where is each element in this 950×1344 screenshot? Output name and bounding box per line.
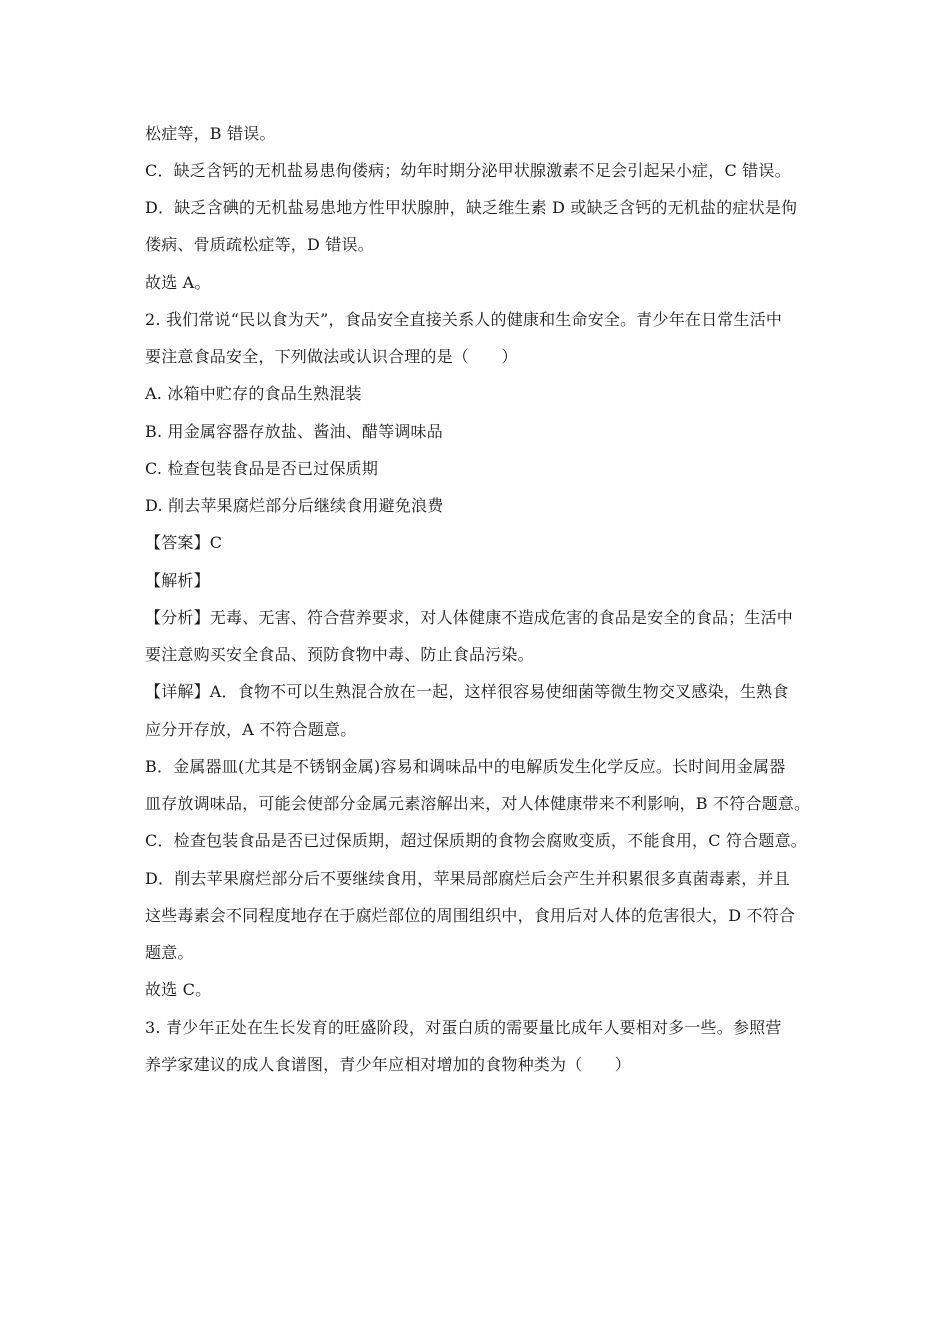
question-2-stem: 2. 我们常说“民以食为天”，食品安全直接关系人的健康和生命安全。青少年在日常生活中 bbox=[145, 310, 783, 329]
detail-text: 【详解】A．食物不可以生熟混合放在一起，这样很容易使细菌等微生物交叉感染，生熟食 bbox=[145, 682, 789, 701]
question-2-option-d: D. 削去苹果腐烂部分后继续食用避免浪费 bbox=[145, 496, 444, 515]
text-line: 故选 A。 bbox=[145, 273, 211, 292]
text-line: C．缺乏含钙的无机盐易患佝偻病；幼年时期分泌甲状腺激素不足会引起呆小症，C 错误。 bbox=[145, 161, 791, 180]
text-line: D．缺乏含碘的无机盐易患地方性甲状腺肿，缺乏维生素 D 或缺乏含钙的无机盐的症状是佝 bbox=[145, 198, 798, 217]
detail-text: D．削去苹果腐烂部分后不要继续食用，苹果局部腐烂后会产生并积累很多真菌毒素，并且 bbox=[145, 869, 790, 888]
question-2-option-a: A. 冰箱中贮存的食品生熟混装 bbox=[145, 384, 362, 403]
analysis-label: 【解析】 bbox=[145, 571, 210, 590]
text-line: 松症等，B 错误。 bbox=[145, 124, 276, 143]
detail-text: 应分开存放，A 不符合题意。 bbox=[145, 720, 357, 739]
detail-text: C．检查包装食品是否已过保质期，超过保质期的食物会腐败变质，不能食用，C 符合题意。 bbox=[145, 831, 807, 850]
question-3-stem: 3. 青少年正处在生长发育的旺盛阶段，对蛋白质的需要量比成年人要相对多一些。参照营 bbox=[145, 1018, 782, 1037]
answer-label: 【答案】C bbox=[145, 533, 223, 552]
analysis-text: 【分析】无毒、无害、符合营养要求，对人体健康不造成危害的食品是安全的食品；生活中 bbox=[145, 608, 794, 627]
text-line: 偻病、骨质疏松症等，D 错误。 bbox=[145, 235, 374, 254]
detail-text: 题意。 bbox=[145, 943, 194, 962]
question-2-stem: 要注意食品安全，下列做法或认识合理的是（ ） bbox=[145, 347, 518, 366]
detail-text: 这些毒素会不同程度地存在于腐烂部位的周围组织中，食用后对人体的危害很大，D 不符合 bbox=[145, 906, 796, 925]
question-3-stem: 养学家建议的成人食谱图，青少年应相对增加的食物种类为（ ） bbox=[145, 1055, 632, 1074]
question-2-option-c: C. 检查包装食品是否已过保质期 bbox=[145, 459, 379, 478]
detail-text: B．金属器皿(尤其是不锈钢金属)容易和调味品中的电解质发生化学反应。长时间用金属器 bbox=[145, 757, 786, 776]
conclusion-text: 故选 C。 bbox=[145, 980, 212, 999]
analysis-text: 要注意购买安全食品、预防食物中毒、防止食品污染。 bbox=[145, 645, 534, 664]
detail-text: 皿存放调味品，可能会使部分金属元素溶解出来，对人体健康带来不利影响，B 不符合题意。 bbox=[145, 794, 811, 813]
question-2-option-b: B. 用金属容器存放盐、酱油、醋等调味品 bbox=[145, 422, 443, 441]
